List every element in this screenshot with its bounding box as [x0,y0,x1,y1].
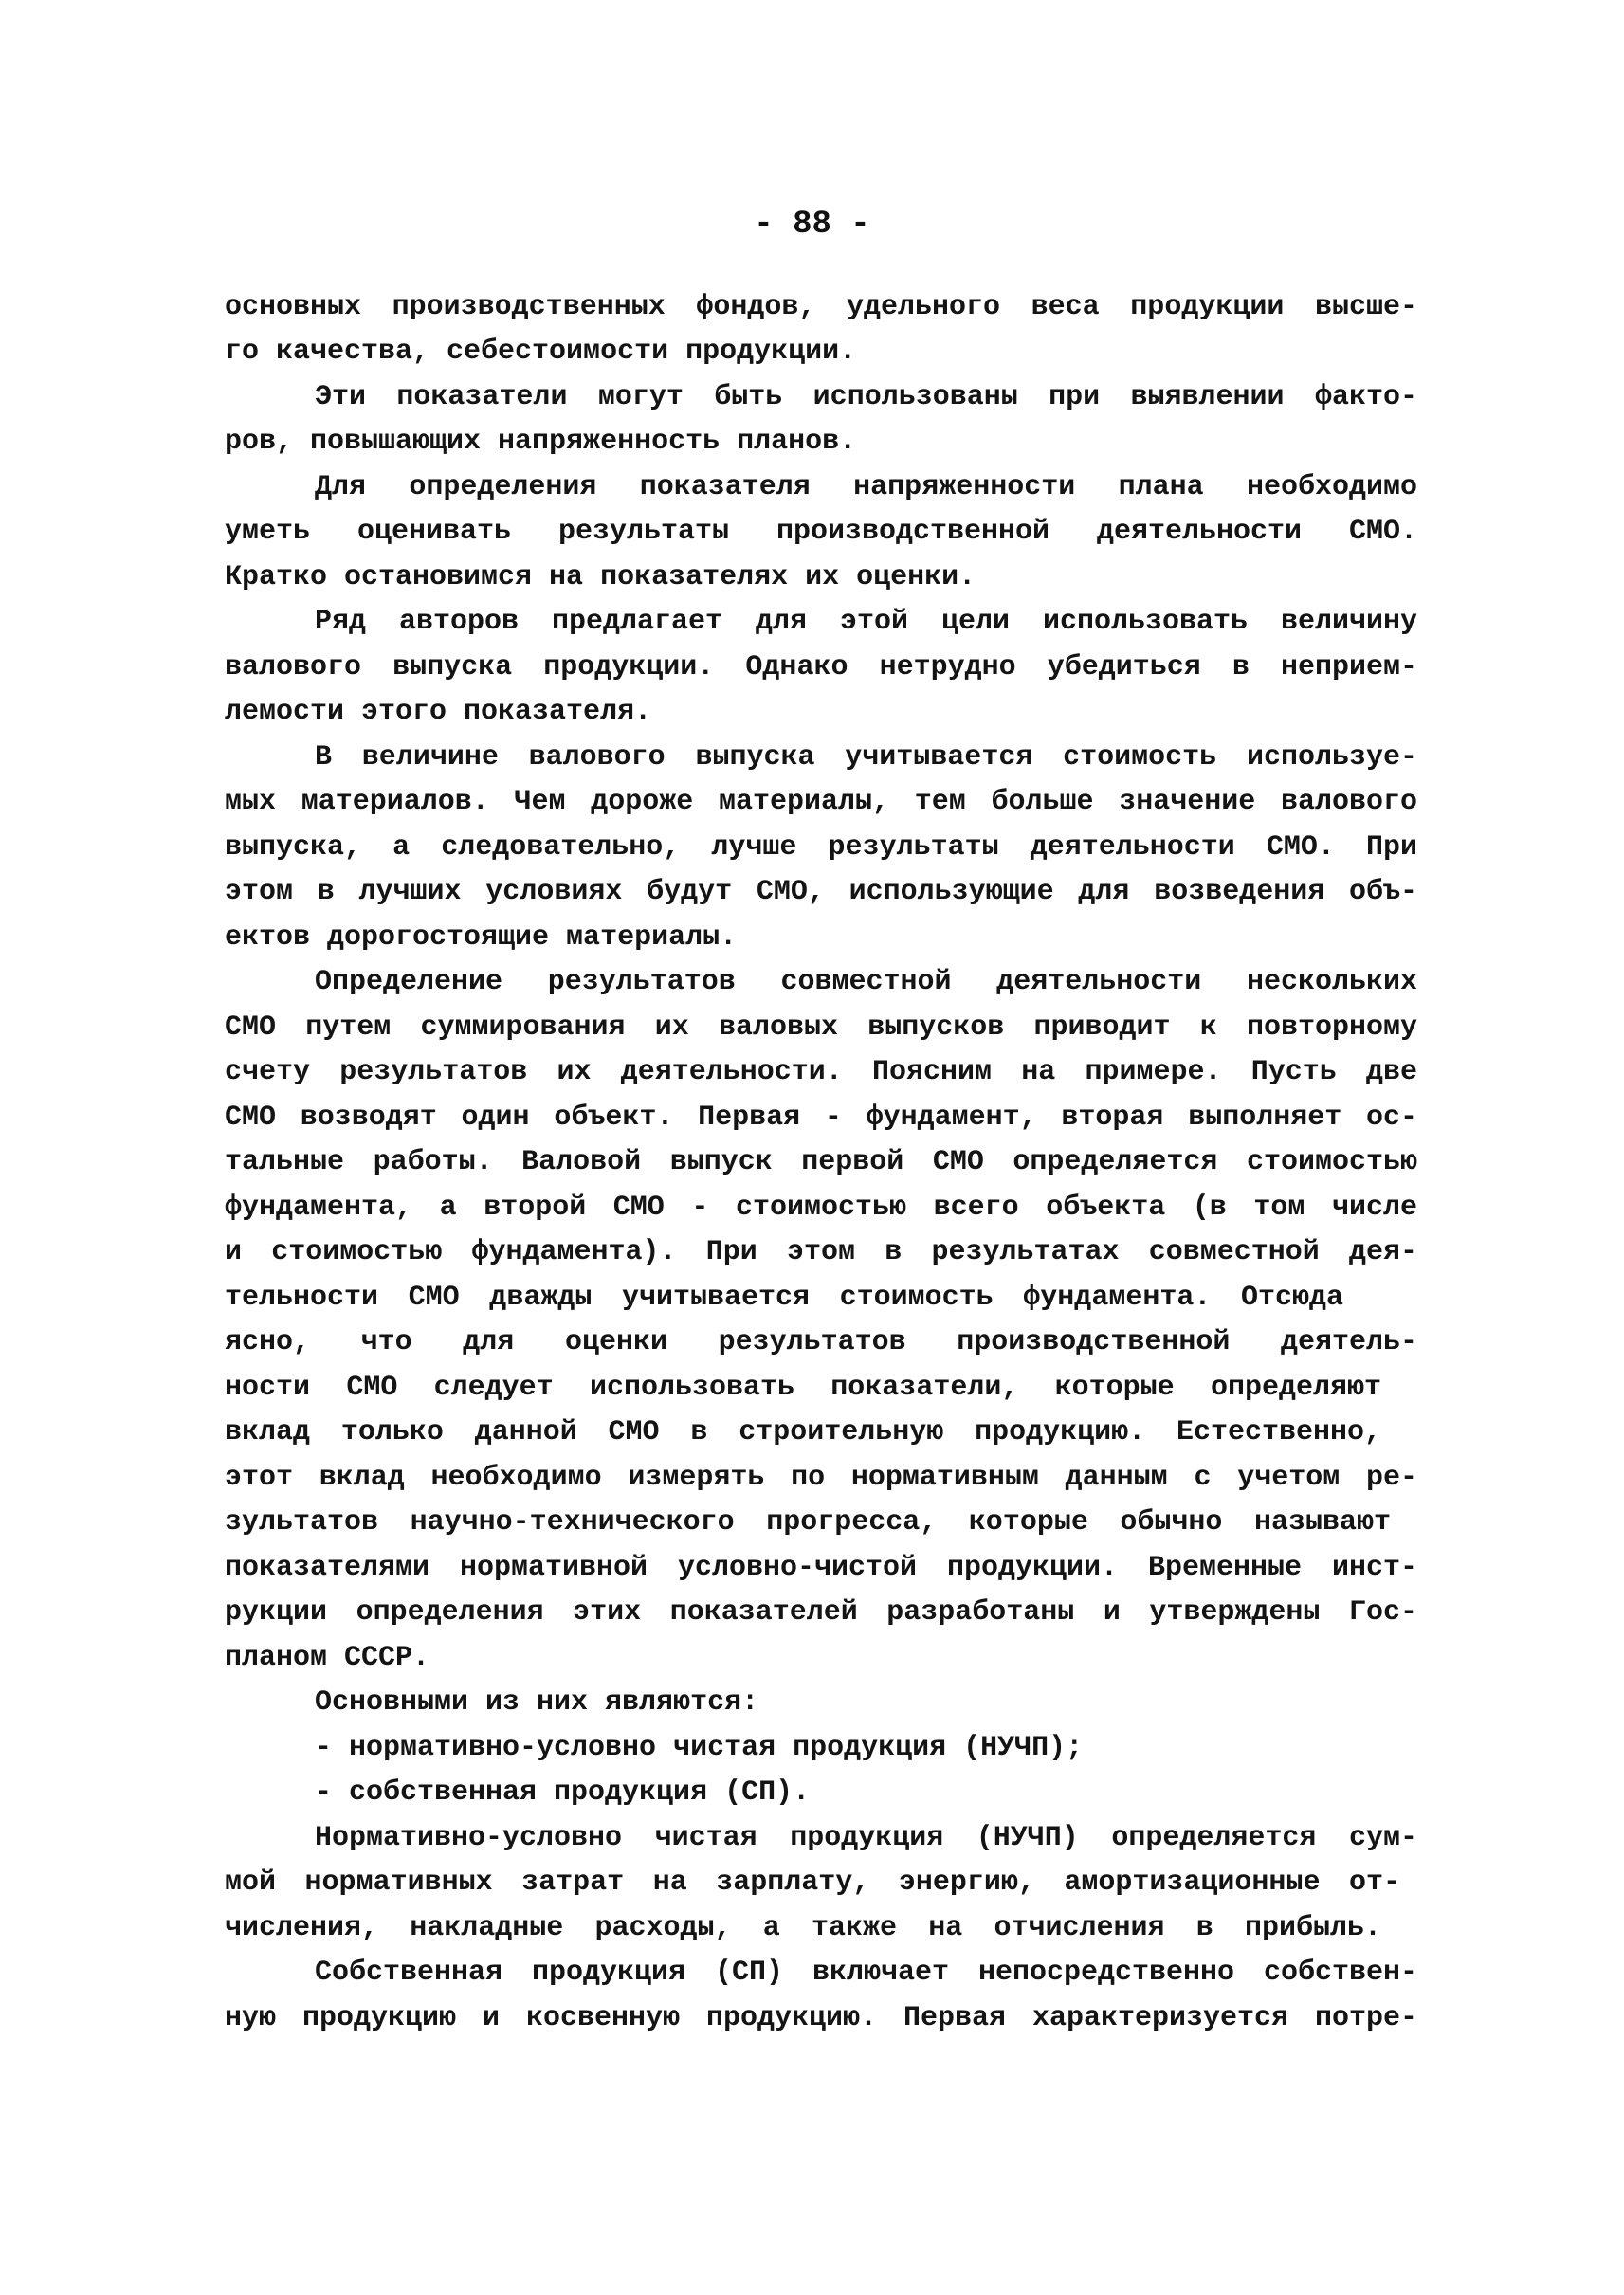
text-line: Ряд авторов предлагает для этой цели использовать величину [315,606,1417,638]
page-number: - 88 - [754,207,870,243]
text-line: Определение результатов совместной деятельности нескольких [315,966,1417,998]
text-line: тельности СМО дважды учитывается стоимость фундамента. Отсюда [225,1282,1343,1314]
text-line: ную продукцию и косвенную продукцию. Первая характеризуется потре- [225,2002,1417,2034]
text-line: мой нормативных затрат на зарплату, энергию, амортизационные от- [225,1867,1400,1899]
text-line: показателями нормативной условно-чистой продукции. Временные инст- [225,1552,1417,1584]
text-line: Для определения показателя напряженности плана необходимо [315,471,1417,503]
text-line: Кратко остановимся на показателях их оценки. [225,561,976,593]
text-line: В величине валового выпуска учитывается стоимость используе- [315,741,1417,774]
text-line: и стоимостью фундамента). При этом в результатах совместной дея- [225,1236,1417,1268]
text-line: Собственная продукция (СП) включает непосредственно собствен- [315,1957,1417,1989]
text-line: рукции определения этих показателей разработаны и утверждены Гос- [225,1596,1417,1629]
text-line: этом в лучших условиях будут СМО, использующие для возведения объ- [225,876,1417,908]
text-line: вклад только данной СМО в строительную продукцию. Естественно, [225,1416,1381,1448]
text-line: тальные работы. Валовой выпуск первой СМО определяется стоимостью [225,1146,1417,1178]
text-line: ров, повышающих напряженность планов. [225,426,857,458]
text-line: счету результатов их деятельности. Поясним на примере. Пусть две [225,1056,1417,1088]
text-line: валового выпуска продукции. Однако нетрудно убедиться в неприем- [225,651,1417,683]
text-line: СМО путем суммирования их валовых выпусков приводит к повторному [225,1011,1417,1044]
text-line: Эти показатели могут быть использованы при выявлении факто- [315,381,1417,413]
text-line: - нормативно-условно чистая продукция (НУЧП); [315,1732,1084,1764]
text-line: ектов дорогостоящие материалы. [225,921,738,954]
text-line: ясно, что для оценки результатов производственной деятель- [225,1326,1417,1358]
text-line: мых материалов. Чем дороже материалы, тем больше значение валового [225,786,1417,818]
text-line: - собственная продукция (СП). [315,1776,811,1809]
text-line: лемости этого показателя. [225,696,652,728]
text-line: уметь оценивать результаты производственной деятельности СМО. [225,516,1417,548]
text-line: выпуска, а следовательно, лучше результаты деятельности СМО. При [225,831,1417,864]
text-line: го качества, себестоимости продукции. [225,336,857,368]
text-line: этот вклад необходимо измерять по нормативным данным с учетом ре- [225,1462,1417,1494]
text-line: числения, накладные расходы, а также на отчисления в прибыль. [225,1912,1381,1944]
text-line: основных производственных фондов, удельного веса продукции высше- [225,291,1417,323]
text-line: Основными из них являются: [315,1686,759,1719]
text-line: зультатов научно-технического прогресса, которые обычно называют [225,1506,1391,1539]
text-line: планом СССР. [225,1642,430,1674]
text-line: СМО возводят один объект. Первая - фундамент, вторая выполняет ос- [225,1102,1417,1134]
text-line: ности СМО следует использовать показатели, которые определяют [225,1372,1381,1404]
text-line: фундамента, а второй СМО - стоимостью всего объекта (в том числе [225,1192,1417,1224]
text-line: Нормативно-условно чистая продукция (НУЧП) определяется сум- [315,1822,1417,1854]
